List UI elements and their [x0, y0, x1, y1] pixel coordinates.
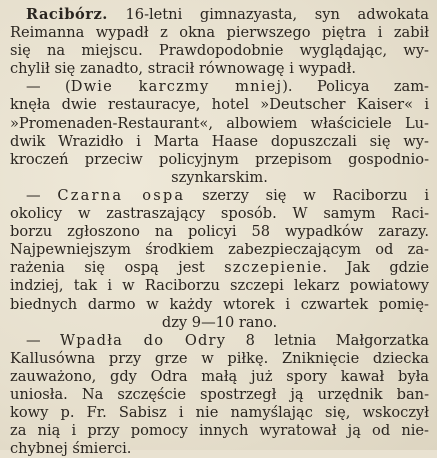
article-headline: Wpadła do Odry — [60, 331, 227, 349]
text-line: — Czarna ospa szerzy się w Raciborzu i — [26, 186, 429, 204]
text-line: się na miejscu. Prawdopodobnie wyglądając, wy- — [10, 42, 429, 60]
text-line: okolicy w zastraszający sposób. W samym Raci- — [10, 205, 429, 223]
text-line: borzu zgłoszono na policyi 58 wypadków zarazy. — [10, 223, 429, 241]
text-line: chylił się zanadto, stracił równowagę i wypadł. — [10, 60, 357, 78]
text-line: — Wpadła do Odry 8 letnia Małgorzatka — [26, 331, 429, 349]
text-line: za nią i przy pomocy innych wyratował ją od nie- — [10, 422, 429, 440]
text-line: Najpewniejszym środkiem zabezpieczającym od za- — [10, 241, 429, 259]
article-raciborz-fall — [10, 6, 429, 78]
text-line: szynkarskim. — [171, 168, 268, 186]
text-line: knęła dwie restauracye, hotel »Deutscher Kaiser« i — [10, 96, 429, 114]
article-headline: Dwie karczmy mniej — [70, 78, 283, 96]
text-line: kroczeń przeciw policyjnym przepisom gospodnio- — [10, 150, 429, 168]
article-fell-into-odra — [10, 332, 429, 458]
text-line: — (Dwie karczmy mniej). Policya zam- — [26, 78, 429, 96]
text-line: Kallusówna przy grze w piłkę. Zniknięcie dziecka — [10, 349, 429, 367]
article-headline: Racibórz. — [26, 6, 108, 23]
text-line: zauważono, gdy Odra małą już spory kawał była — [10, 367, 429, 385]
article-two-taverns — [10, 78, 429, 187]
text-line: Racibórz. 16-letni gimnazyasta, syn adwokata — [26, 6, 429, 23]
text-line: indziej, tak i w Raciborzu szczepi lekarz powiatowy — [10, 277, 429, 295]
text-line: kowy p. Fr. Sabisz i nie namyślając się, wskoczył — [10, 404, 429, 422]
text-line: biednych darmo w każdy wtorek i czwartek pomię- — [10, 295, 429, 313]
article-black-pox — [10, 187, 429, 332]
text-line: rażenia się ospą jest szczepienie. Jak gdzie — [10, 259, 429, 277]
emphasis: szczepienie — [224, 259, 323, 277]
article-headline: Czarna ospa — [57, 186, 186, 204]
text-line: dwik Wrazidło i Marta Haase dopuszczali się wy- — [10, 132, 429, 150]
text-line: chybnej śmierci. — [10, 440, 132, 458]
text-line: Reimanna wypadł z okna pierwszego piętra i zabił — [10, 24, 429, 42]
text-line: uniosła. Na szczęście spostrzegł ją urzędnik ban- — [10, 385, 429, 403]
text-line: »Promenaden-Restaurant«, albowiem właściciele Lu- — [10, 114, 429, 132]
text-line: dzy 9—10 rano. — [161, 313, 278, 331]
